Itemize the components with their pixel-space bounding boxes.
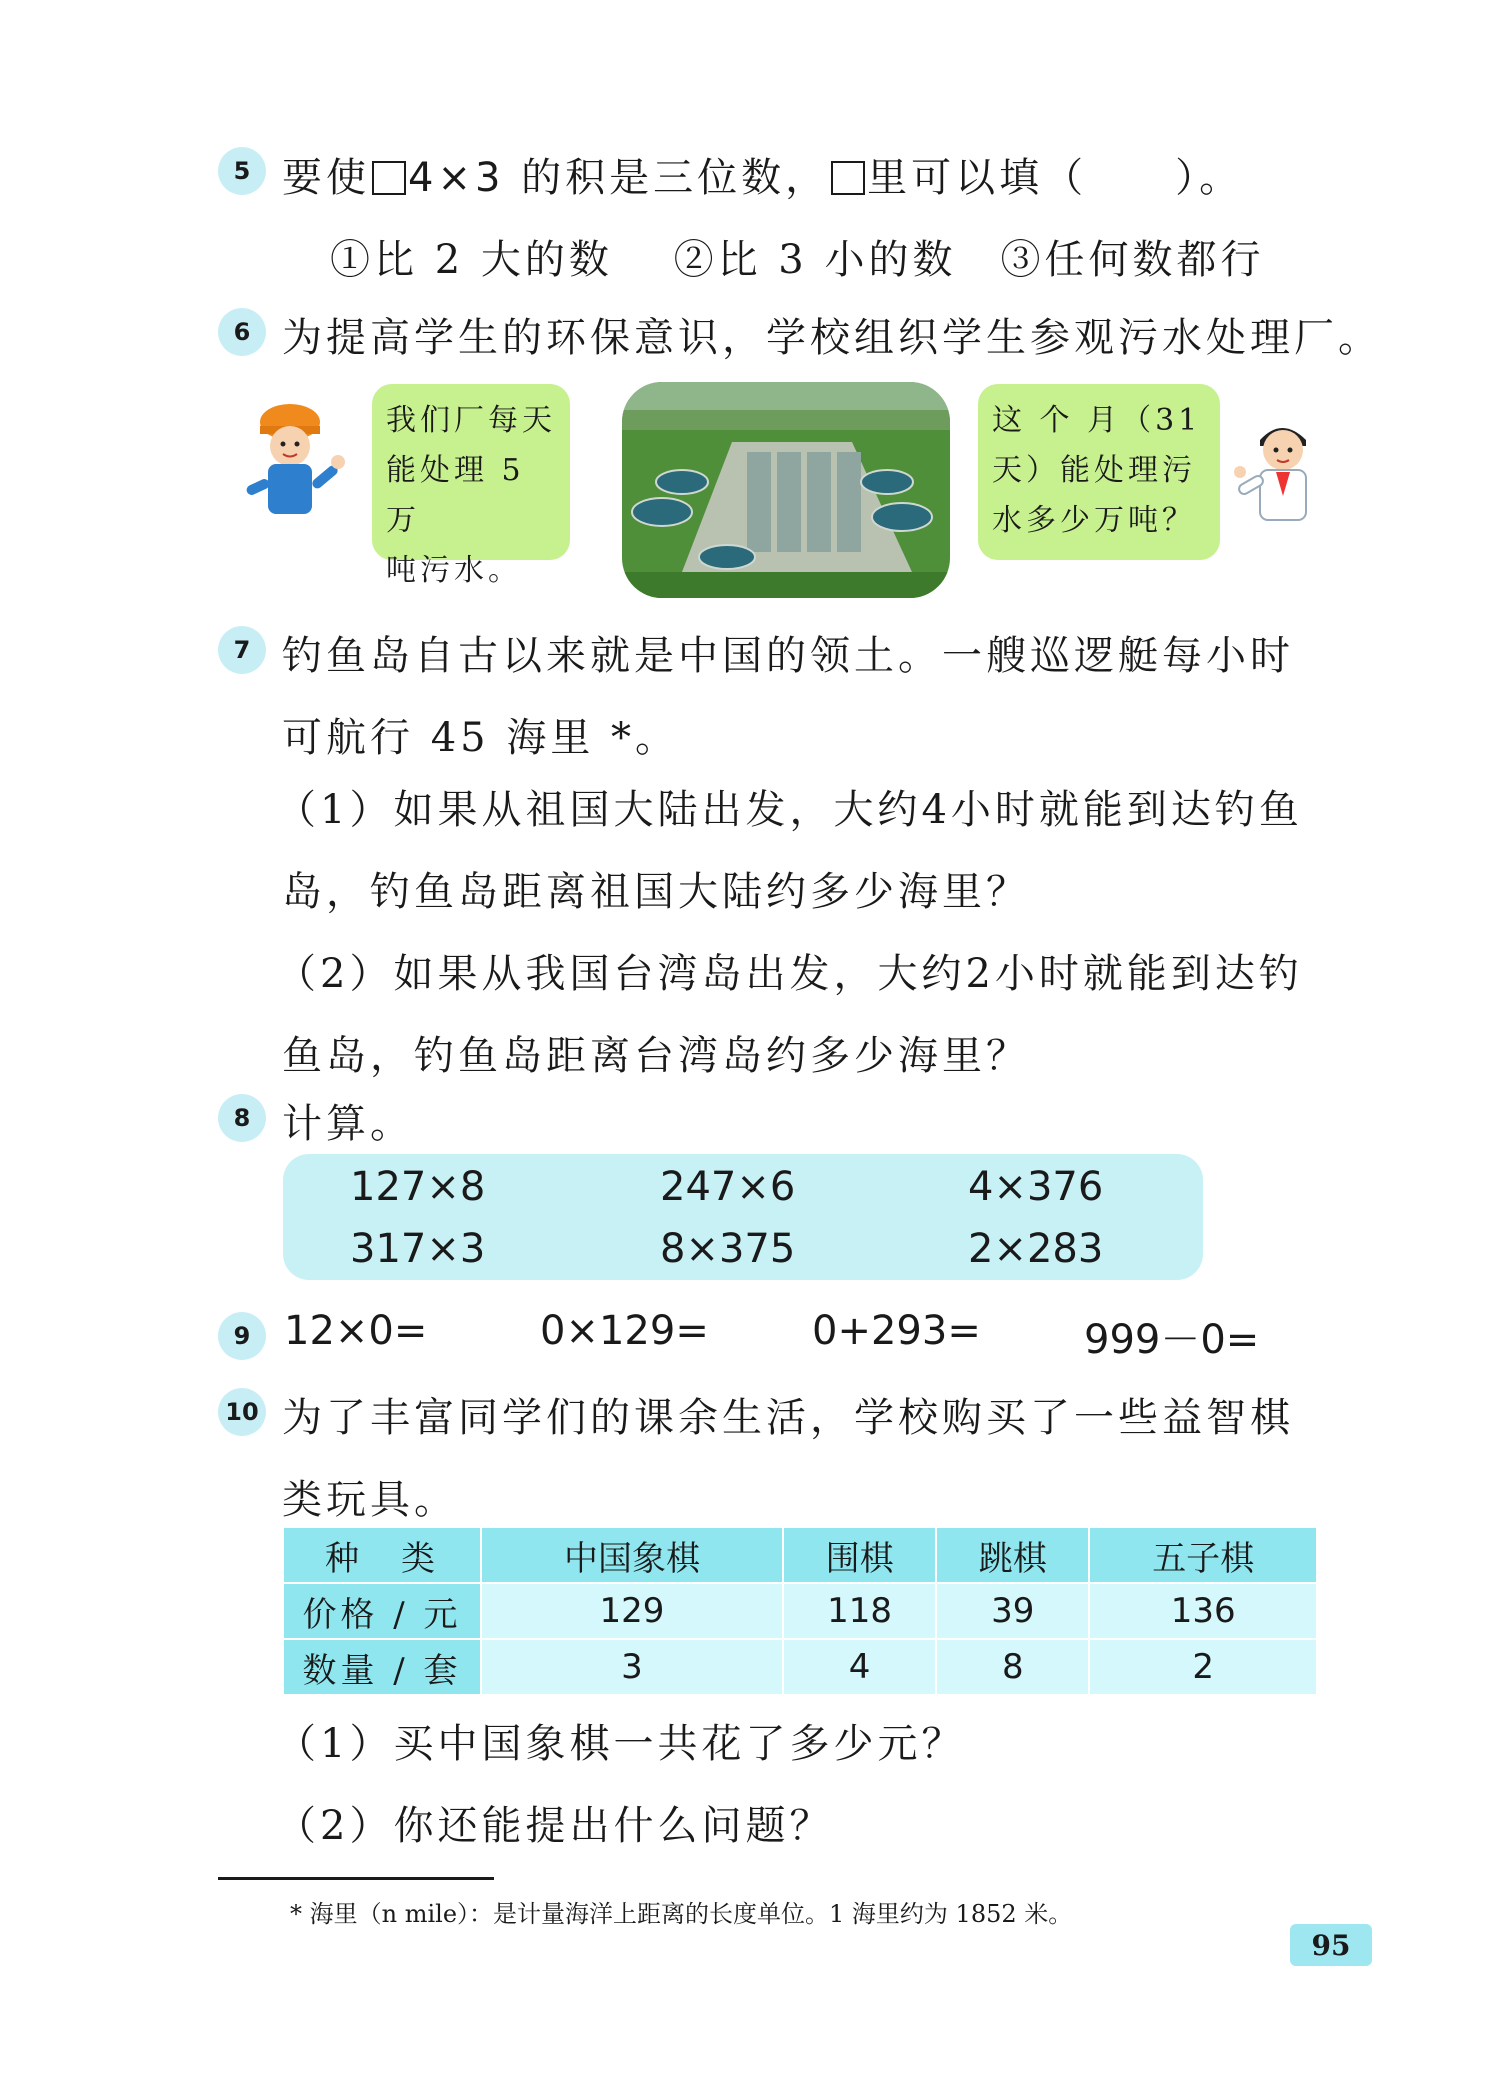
question-7-sub2-line-2: 鱼岛，钓鱼岛距离台湾岛约多少海里？ [282,1033,1030,1079]
table-header-cell: 中国象棋 [481,1528,783,1583]
row-label-price: 价格 / 元 [284,1583,481,1639]
table-cell: 3 [481,1639,783,1695]
page-number: 95 [1290,1924,1372,1966]
calc-item: 8×375 [660,1226,796,1272]
table-header-cell: 五子棋 [1089,1528,1317,1583]
calc-item: 247×6 [660,1164,796,1210]
bubble-line: 这 个 月（31 [992,403,1202,438]
question-10-sub2: （2）你还能提出什么问题？ [276,1803,834,1849]
footnote: * 海里（n mile）：是计量海洋上距离的长度单位。1 海里约为 1852 米。 [290,1900,1073,1928]
question-7-sub1-line-2: 岛，钓鱼岛距离祖国大陆约多少海里？ [282,869,1030,915]
sewage-plant-photo [622,382,950,598]
question-7-sub1-line-1: （1）如果从祖国大陆出发，大约4小时就能到达钓鱼 [276,787,1303,833]
q9-item: 999－0= [1084,1317,1260,1363]
q9-item: 0+293= [812,1308,981,1354]
worker-speech-bubble [372,384,570,588]
question-7-sub2-line-1: （2）如果从我国台湾岛出发，大约2小时就能到达钓 [276,951,1303,997]
bubble-line: 水多少万吨？ [992,503,1196,538]
table-cell: 118 [783,1583,936,1639]
question-5-text-b: 4×3 的积是三位数， [408,155,830,201]
question-10-sub1: （1）买中国象棋一共花了多少元？ [276,1721,966,1767]
table-cell: 136 [1089,1583,1317,1639]
calc-item: 4×376 [968,1164,1104,1210]
student-illustration [1232,410,1332,530]
bubble-line: 天）能处理污 [992,453,1196,488]
price-table [284,1528,1318,1696]
table-cell: 4 [783,1639,936,1695]
q9-item: 0×129= [540,1308,709,1354]
table-row-price [284,1583,1317,1639]
question-number-9: 9 [218,1312,266,1360]
worker-illustration [240,400,360,530]
question-8-text: 计算。 [282,1101,414,1147]
question-10-line-2: 类玩具。 [282,1477,458,1523]
table-cell: 129 [481,1583,783,1639]
question-5-text-a: 要使 [282,155,370,201]
question-5-options: ①比 2 大的数 ②比 3 小的数 ③任何数都行 [330,237,1265,283]
table-header-row [284,1528,1317,1583]
footnote-divider [218,1877,494,1880]
question-5-text [282,146,1243,203]
calc-item: 317×3 [350,1226,486,1272]
table-row-quantity [284,1639,1317,1695]
blank-box [372,161,406,195]
question-5-text-c: 里可以填（ ）。 [867,155,1244,201]
question-7-line-1: 钓鱼岛自古以来就是中国的领土。一艘巡逻艇每小时 [282,633,1294,679]
table-header-cell: 跳棋 [936,1528,1089,1583]
bubble-line: 我们厂每天 [386,403,556,438]
row-label-quantity: 数量 / 套 [284,1639,481,1695]
blank-box [831,161,865,195]
table-cell: 39 [936,1583,1089,1639]
calc-item: 127×8 [350,1164,486,1210]
question-6-text: 为提高学生的环保意识，学校组织学生参观污水处理厂。 [282,315,1382,361]
bubble-line: 能处理 5 万 [386,453,525,538]
question-7-line-2: 可航行 45 海里 *。 [282,715,680,761]
table-header-cell: 围棋 [783,1528,936,1583]
calc-item: 2×283 [968,1226,1104,1272]
question-number-8: 8 [218,1094,266,1142]
q9-item: 12×0= [284,1308,428,1354]
table-cell: 8 [936,1639,1089,1695]
question-number-6: 6 [218,308,266,356]
question-number-5: 5 [218,147,266,195]
table-header-cell: 种 类 [284,1528,481,1583]
bubble-line: 吨污水。 [386,553,522,588]
student-speech-bubble [978,384,1220,560]
question-number-10: 10 [218,1388,266,1436]
question-number-7: 7 [218,626,266,674]
question-10-line-1: 为了丰富同学们的课余生活，学校购买了一些益智棋 [282,1395,1294,1441]
table-cell: 2 [1089,1639,1317,1695]
